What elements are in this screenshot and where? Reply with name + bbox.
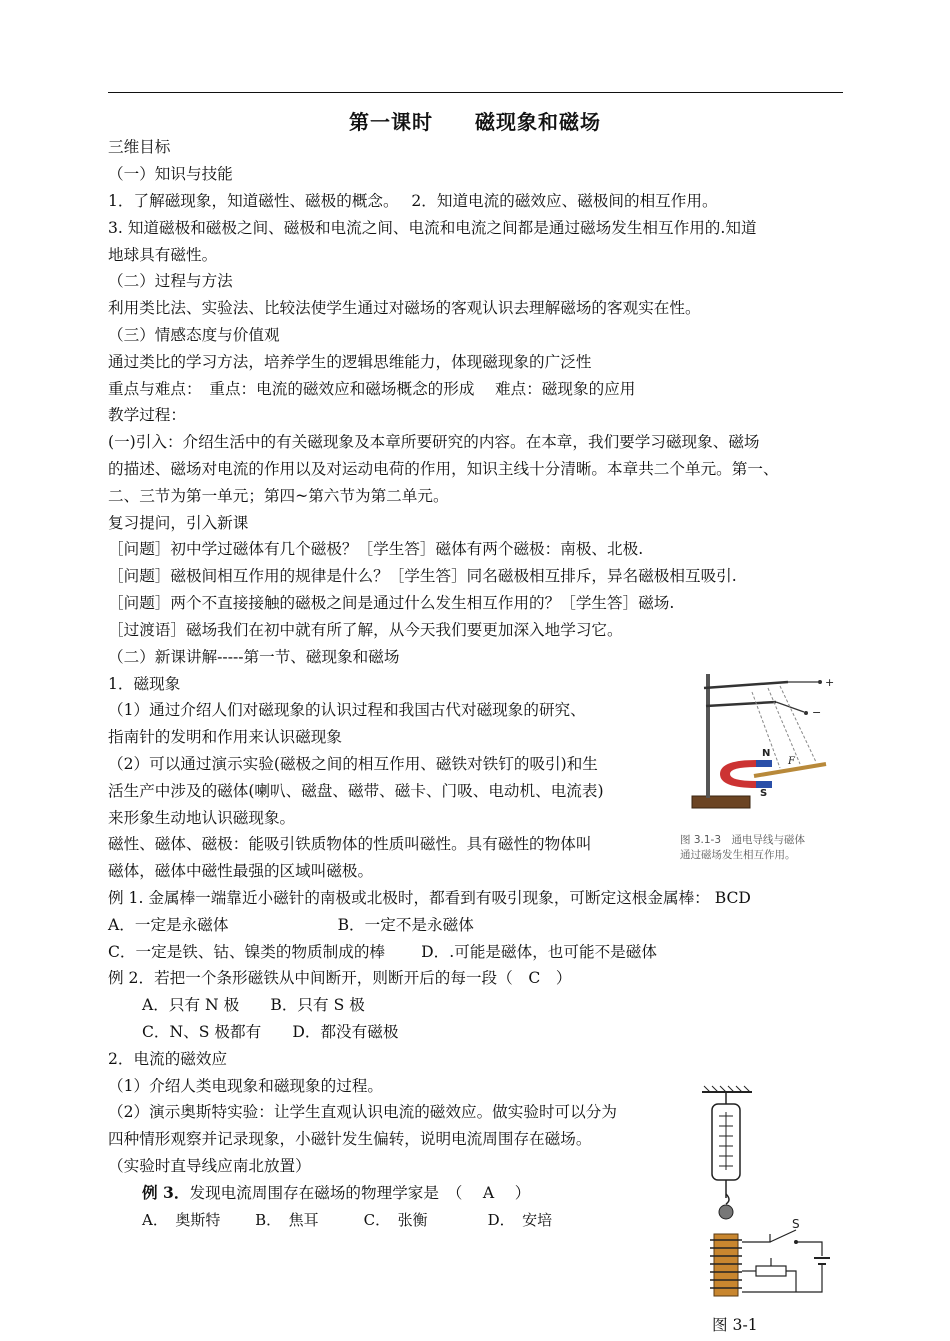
page-title: 第一课时 磁现象和磁场 [349,110,601,134]
figure-1-caption-line: 图 3.1-3 通电导线与磁体 [680,834,806,846]
text-line: （2）演示奥斯特实验：让学生直观认识电流的磁效应。做实验时可以分为 [108,1103,617,1121]
text-line: （一）知识与技能 [108,165,233,183]
text-line: (一)引入：介绍生活中的有关磁现象及本章所要研究的内容。在本章，我们要学习磁现象、磁场 [108,433,760,451]
text-line: 利用类比法、实验法、比较法使学生通过对磁场的客观认识去理解磁场的客观实在性。 [108,299,701,317]
text-line: （实验时直导线应南北放置） [108,1157,311,1175]
text-line: 复习提问，引入新课 [108,514,249,532]
text-line: 地球具有磁性。 [108,246,218,264]
text-line: 教学过程： [108,406,186,424]
text-line: （1）介绍人类电现象和磁现象的过程。 [108,1077,384,1095]
figure-1-label-s: S [760,788,768,799]
example-1: 例 1. 金属棒一端靠近小磁针的南极或北极时，都看到有吸引现象，可断定这根金属棒： BCD [108,889,751,907]
figure-1-caption [680,833,805,863]
figure-1-label-n: N [762,748,771,759]
text-line: ［问题］两个不直接接触的磁极之间是通过什么发生相互作用的？［学生答］磁场. [108,594,675,612]
header-rule [108,92,843,93]
text-line: 来形象生动地认识磁现象。 [108,809,296,827]
figure-1-caption-line: 通过磁场发生相互作用。 [680,849,796,861]
example-3-label: 例 3． [142,1183,190,1202]
text-line: 1．了解磁现象，知道磁性、磁极的概念。 2．知道电流的磁效应、磁极间的相互作用。 [108,192,718,210]
figure-wire-and-magnet [676,668,848,824]
text-line: 二、三节为第一单元；第四~第六节为第二单元。 [108,487,449,505]
text-line: 通过类比的学习方法，培养学生的逻辑思维能力，体现磁现象的广泛性 [108,353,592,371]
text-line: 活生产中涉及的磁体(喇叭、磁盘、磁带、磁卡、门吸、电动机、电流表) [108,782,604,800]
figure-1-label-plus: + [825,676,835,689]
text-line: 磁性、磁体、磁极：能吸引铁质物体的性质叫磁性。具有磁性的物体叫 [108,835,592,853]
figure-2-caption: 图 3-1 [712,1316,758,1334]
text-line: 的描述、磁场对电流的作用以及对运动电荷的作用，知识主线十分清晰。本章共二个单元。第一、 [108,460,779,478]
example-2: 例 2．若把一个条形磁铁从中间断开，则断开后的每一段（ C ） [108,969,572,987]
example-2-options-cd: C．N、S 极都有 D．都没有磁极 [142,1023,399,1041]
figure-1-label-f: F [788,756,795,767]
text-line: 重点与难点： 重点：电流的磁效应和磁场概念的形成 难点：磁现象的应用 [108,380,636,398]
example-3 [142,1183,530,1203]
text-line: （二）新课讲解-----第一节、磁现象和磁场 [108,648,400,666]
text-line: 指南针的发明和作用来认识磁现象 [108,728,342,746]
example-3-question: 发现电流周围存在磁场的物理学家是 （ A ） [189,1184,531,1202]
figure-spring-scale-electromagnet [692,1082,842,1307]
text-line: 磁体，磁体中磁性最强的区域叫磁极。 [108,862,374,880]
text-line: （三）情感态度与价值观 [108,326,280,344]
text-line: 四种情形观察并记录现象，小磁针发生偏转，说明电流周围存在磁场。 [108,1130,592,1148]
text-line: （2）可以通过演示实验(磁极之间的相互作用、磁铁对铁钉的吸引)和生 [108,755,598,773]
text-line: ［问题］初中学过磁体有几个磁极？［学生答］磁体有两个磁极：南极、北极. [108,540,644,558]
figure-1-label-minus: − [812,706,822,719]
text-line: 3. 知道磁极和磁极之间、磁极和电流之间、电流和电流之间都是通过磁场发生相互作用的.知道 [108,219,757,237]
figure-2-switch-label: S [792,1217,800,1231]
text-line: ［过渡语］磁场我们在初中就有所了解，从今天我们要更加深入地学习它。 [108,621,623,639]
example-2-options-ab: A．只有 N 极 B．只有 S 极 [142,996,365,1014]
example-3-options: A． 奥斯特 B． 焦耳 C． 张衡 D． 安培 [142,1211,553,1229]
text-line: 2．电流的磁效应 [108,1050,228,1068]
text-line: 1．磁现象 [108,675,181,693]
text-line: ［问题］磁极间相互作用的规律是什么？［学生答］同名磁极相互排斥，异名磁极相互吸引. [108,567,737,585]
text-line: 三维目标 [108,138,171,156]
text-line: （1）通过介绍人们对磁现象的认识过程和我国古代对磁现象的研究、 [108,701,586,719]
example-1-options-cd: C．一定是铁、钴、镍类的物质制成的棒 D．.可能是磁体，也可能不是磁体 [108,943,657,961]
text-line: （二）过程与方法 [108,272,233,290]
example-1-options-ab: A．一定是永磁体 B．一定不是永磁体 [108,916,474,934]
